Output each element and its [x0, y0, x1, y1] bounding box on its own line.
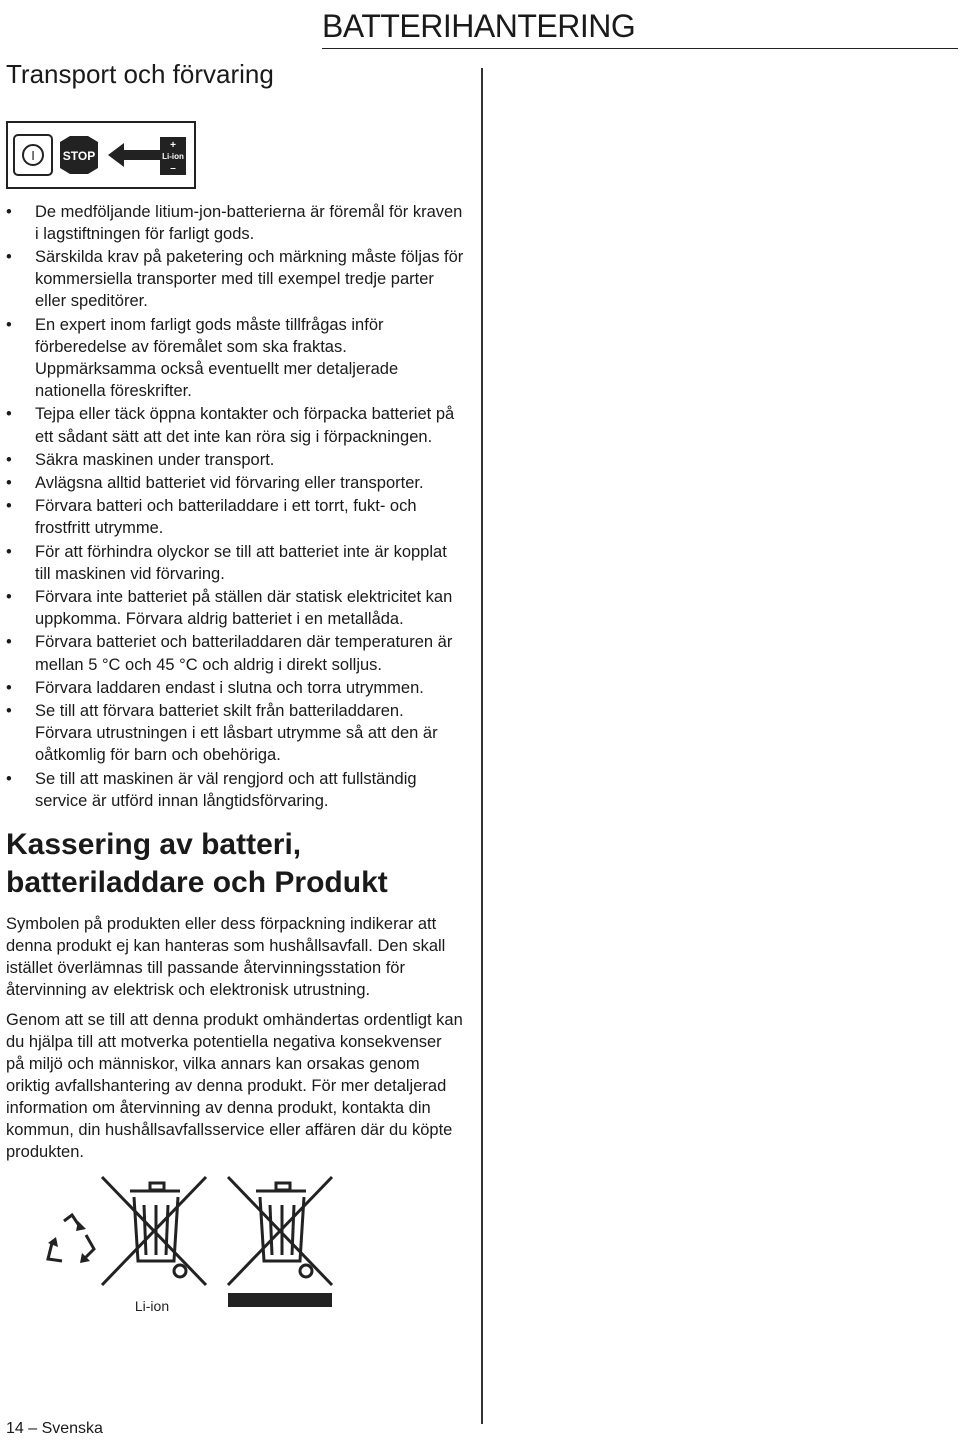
- transport-bullet-list: [6, 201, 464, 812]
- svg-text:+: +: [170, 139, 176, 151]
- power-label: I: [31, 147, 35, 163]
- svg-text:–: –: [170, 162, 176, 174]
- arrow-left-icon: [108, 143, 160, 167]
- svg-text:Li-ion: Li-ion: [162, 151, 184, 161]
- list-item: • För att förhindra olyckor se till att batteriet inte är kopplat till maskinen vid förvaring.: [6, 542, 447, 583]
- left-column: [6, 58, 464, 1333]
- list-item: • Se till att maskinen är väl rengjord och att fullständig service är utförd innan långtidsförvaring.: [6, 769, 417, 810]
- page-header-title: BATTERIHANTERING: [322, 8, 636, 44]
- crossed-bin-liion-icon: [100, 1175, 210, 1315]
- section-title-disposal: Kassering av batteri, batteriladdare och Produkt: [6, 827, 388, 900]
- list-item: • En expert inom farligt gods måste tillfrågas inför förberedelse av föremålet som ska fraktas. Uppmärksamma också eventuellt mer detaljerade nationella föreskrifter.: [6, 315, 399, 401]
- list-item: • Särskilda krav på paketering och märkning måste följas för kommersiella transporter med till exempel tredje parter eller speditörer.: [6, 247, 464, 311]
- stop-label: STOP: [62, 148, 96, 163]
- list-item: • Avlägsna alltid batteriet vid förvaring eller transporter.: [6, 473, 424, 492]
- disposal-paragraph: Genom att se till att denna produkt omhändertas ordentligt kan du hjälpa till att motverka potentiella negativa konsekvenser på miljö och människor, vilka annars kan orsakas genom oriktig avfallshantering av denna produkt. För mer detaljerad information om återvinning av denna produkt, kontakta din kommun, din hushållsavfallsservice eller affären där du köpte produkten.: [6, 1010, 463, 1161]
- list-item: • De medföljande litium-jon-batterierna är föremål för kraven i lagstiftningen för farligt gods.: [6, 202, 463, 243]
- list-item: • Förvara batteriet och batteriladdaren där temperaturen är mellan 5 °C och 45 °C och aldrig i direkt solljus.: [6, 633, 453, 674]
- list-item: • Tejpa eller täck öppna kontakter och förpacka batteriet på ett sådant sätt att det inte kan röra sig i förpackningen.: [6, 405, 455, 446]
- list-item: • Förvara batteri och batteriladdare i ett torrt, fukt- och frostfritt utrymme.: [6, 497, 417, 538]
- list-item: • Se till att förvara batteriet skilt från batteriladdaren. Förvara utrustningen i ett låsbart utrymme så att den är oåtkomlig för barn och obehöriga.: [6, 701, 438, 765]
- list-item: • Säkra maskinen under transport.: [6, 450, 275, 469]
- disposal-text: [6, 913, 464, 1163]
- remove-battery-illustration: [8, 123, 194, 187]
- recycle-icon: [42, 1213, 102, 1269]
- page-footer: 14 – Svenska: [6, 1420, 103, 1437]
- column-divider: [481, 68, 483, 1424]
- list-item: • Förvara inte batteriet på ställen där statisk elektricitet kan uppkomma. Förvara aldrig batteriet i en metallåda.: [6, 587, 453, 629]
- disposal-paragraph: Symbolen på produkten eller dess förpackning indikerar att denna produkt ej kan hanteras som hushållsavfall. Den skall istället överlämnas till passande återvinningsstation för återvinning av elektrisk och elektronisk utrustning.: [6, 914, 446, 999]
- disposal-symbols: [6, 1173, 464, 1333]
- header-rule: [322, 48, 958, 49]
- remove-battery-pictogram: [6, 121, 196, 189]
- list-item: • Förvara laddaren endast i slutna och torra utrymmen.: [6, 678, 424, 697]
- crossed-bin-icon: [226, 1175, 336, 1315]
- liion-label: Li-ion: [134, 1297, 170, 1314]
- section-title-transport: Transport och förvaring: [6, 59, 274, 89]
